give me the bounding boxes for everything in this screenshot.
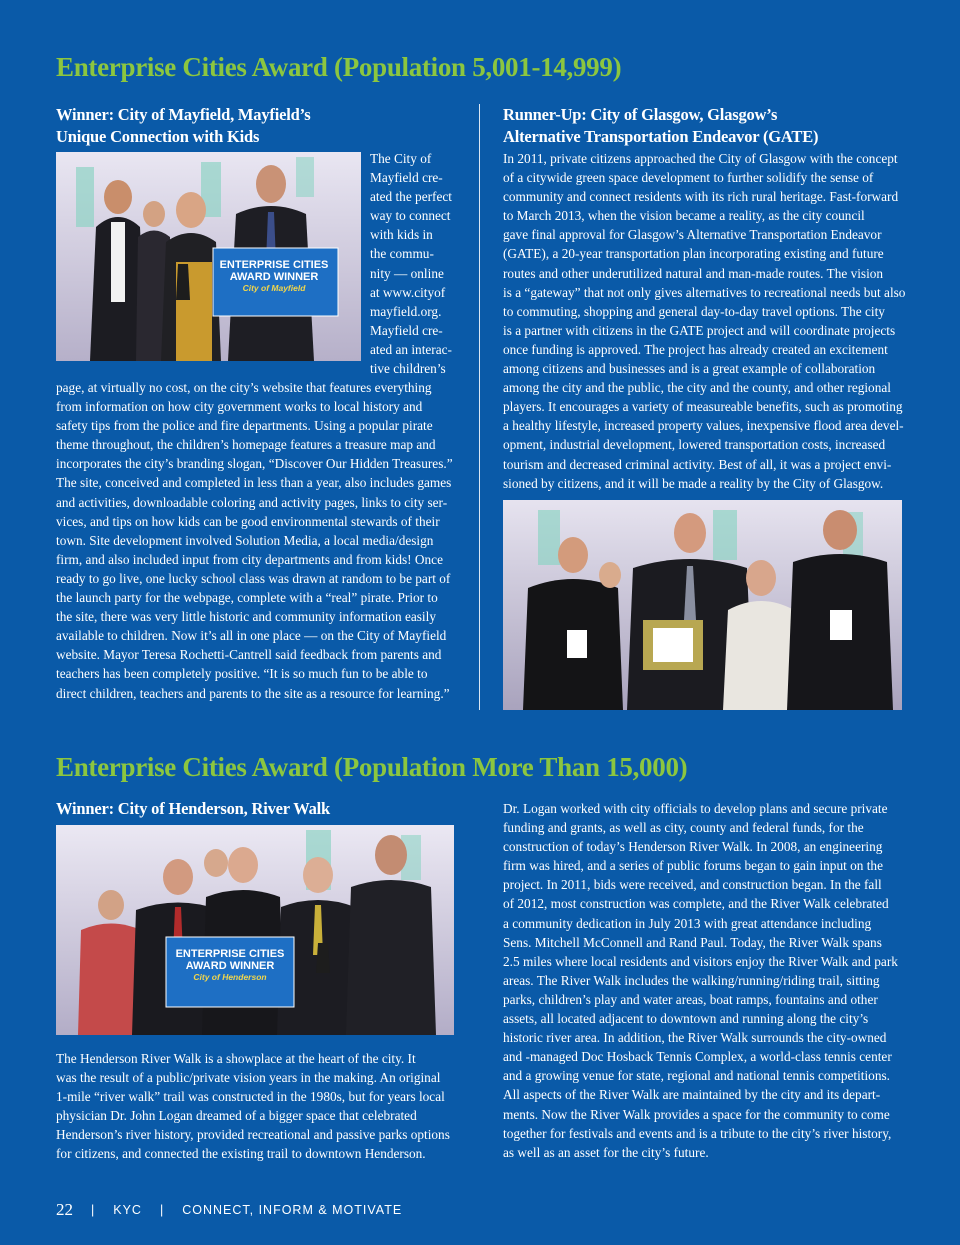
footer-separator: | — [91, 1203, 96, 1217]
glasgow-title — [503, 104, 903, 148]
text-line: parks, children’s play and water areas, boat ramps, fountains and other — [503, 991, 878, 1007]
text-line: historic river area. In addition, the River Walk surrounds the city-owned — [503, 1030, 887, 1046]
mayfield-award-photo — [56, 152, 361, 361]
text-line: page, at virtually no cost, on the city’s website that features everything — [56, 380, 432, 395]
text-line: direct children, teachers and parents to the site as a resource for learning.” — [56, 685, 450, 701]
henderson-sign-line1: ENTERPRISE CITIES — [175, 948, 285, 960]
text-line: website. Mayor Teresa Rochetti-Cantrell said feedback from parents and — [56, 647, 442, 663]
text-line: firm was hired, and a series of public forums began to gain input on the — [503, 858, 883, 874]
text-line: tourism and decreased criminal activity. Best of all, it was a project envi- — [503, 456, 892, 472]
text-line: gave final approval for Glasgow’s Alternative Transportation Endeavor — [503, 227, 882, 243]
text-line: opment, industrial development, lowered transportation costs, increased — [503, 437, 886, 453]
text-line: available to children. Now it’s all in one place — on the City of Mayfield — [56, 628, 447, 644]
glasgow-award-photo — [503, 500, 902, 710]
text-line: construction of today’s Henderson River Walk. In 2008, an engineering — [503, 839, 883, 855]
mayfield-title-line1: Winner: City of Mayfield, Mayfield’s — [56, 105, 311, 124]
text-line: community and connect residents with its rich rural heritage. Fast-forward — [503, 189, 899, 205]
text-line: In 2011, private citizens approached the City of Glasgow with the concept — [503, 151, 898, 166]
henderson-right-text — [503, 799, 908, 1162]
text-line: the commu- — [370, 246, 434, 262]
text-line: and activities, downloadable coloring and activity pages, links to city ser- — [56, 494, 448, 510]
text-line: Dr. Logan worked with city officials to develop plans and secure private — [503, 801, 888, 816]
text-line: ated an interac- — [370, 341, 452, 357]
page-footer — [56, 1200, 402, 1220]
text-line: with kids in — [370, 227, 433, 243]
text-line: of a citywide green space development to further solidify the sense of — [503, 170, 874, 186]
glasgow-title-line1: Runner-Up: City of Glasgow, Glasgow’s — [503, 105, 778, 124]
text-line: from information on how city government works to local history and — [56, 399, 423, 415]
henderson-title: Winner: City of Henderson, River Walk — [56, 799, 331, 818]
text-line: was the result of a public/private vision years in the making. An original — [56, 1070, 441, 1086]
text-line: The site, conceived and completed in less than a year, also includes games — [56, 475, 452, 491]
text-line: The City of — [370, 151, 432, 166]
text-line: to commuting, shopping and general day-to-day travel options. The city — [503, 303, 885, 319]
mayfield-body-text — [56, 378, 466, 703]
text-line: way to connect — [370, 208, 451, 224]
text-line: once funding is approved. The project has already created an excitement — [503, 341, 888, 357]
text-line: players. It encourages a variety of measureable benefits, such as promoting — [503, 399, 903, 415]
text-line: assets, all located adjacent to downtown and running along the city’s — [503, 1011, 869, 1027]
text-line: funding and grants, as well as city, county and federal funds, for the — [503, 820, 864, 836]
text-line: is a partner with citizens in the GATE project and will coordinate projects — [503, 322, 896, 338]
text-line: Mayfield cre- — [370, 322, 443, 338]
text-line: firm, and also included input from city departments and from kids! Once — [56, 551, 443, 567]
text-line: the site, there was very little historic and community information easily — [56, 609, 436, 625]
text-line: theme throughout, the children’s homepage features a treasure map and — [56, 437, 436, 453]
mayfield-sign-line2: AWARD WINNER — [229, 271, 319, 283]
text-line: together for festivals and events and is a tribute to the city’s river history, — [503, 1125, 892, 1141]
text-line: All aspects of the River Walk are maintained by the city and its depart- — [503, 1087, 881, 1103]
text-line: (GATE), a 20-year transportation plan incorporating existing and future — [503, 246, 884, 262]
text-line: ready to go live, one lucky school class was drawn at random to be part of — [56, 570, 451, 586]
text-line: project. In 2011, bids were received, and construction began. In the fall — [503, 877, 882, 893]
text-line: ated the perfect — [370, 189, 452, 205]
text-line: nity — online — [370, 265, 444, 281]
text-line: the launch party for the webpage, complete with a “real” pirate. Prior to — [56, 590, 438, 606]
text-line: Mayfield cre- — [370, 170, 443, 186]
text-line: 1-mile “river walk” trail was constructed in the 1980s, but for years local — [56, 1089, 445, 1105]
text-line: of 2012, most construction was complete, and the River Walk celebrated — [503, 896, 889, 912]
text-line: as well as an asset for the city’s future. — [503, 1144, 709, 1160]
henderson-sign-line2: AWARD WINNER — [185, 960, 275, 972]
publication-tagline: CONNECT, INFORM & MOTIVATE — [182, 1203, 403, 1217]
text-line: ments. Now the River Walk provides a space for the community to come — [503, 1106, 890, 1122]
henderson-left-text — [56, 1049, 466, 1164]
text-line: tive children’s — [370, 361, 446, 377]
text-line: and a growing venue for state, regional and national tennis competitions. — [503, 1068, 890, 1084]
section-heading-large-cities: Enterprise Cities Award (Population More Than 15,000) — [56, 752, 688, 782]
text-line: town. Site development involved Solution Media, a local media/design — [56, 532, 434, 548]
text-line: areas. The River Walk includes the walking/running/riding trail, sitting — [503, 972, 880, 988]
text-line: Henderson’s river history, provided recreational and passive parks options — [56, 1127, 450, 1143]
text-line: a healthy lifestyle, increased property values, inexpensive flood area devel- — [503, 418, 904, 434]
mayfield-sign-line1: ENTERPRISE CITIES — [219, 259, 329, 271]
text-line: at www.cityof — [370, 284, 446, 300]
column-divider — [479, 104, 480, 710]
text-line: mayfield.org. — [370, 303, 442, 319]
text-line: to March 2013, when the vision became a reality, as the city council — [503, 208, 865, 224]
text-line: 2.5 miles where local residents and visitors enjoy the River Walk and park — [503, 953, 898, 969]
henderson-award-photo — [56, 825, 454, 1035]
mayfield-sign-city: City of Mayfield — [242, 283, 306, 293]
publication-name: KYC — [113, 1203, 142, 1217]
text-line: and -managed Doc Hosback Tennis Complex, a world-class tennis center — [503, 1049, 892, 1065]
text-line: vices, and tips on how kids can be good environmental stewards of their — [56, 513, 440, 529]
text-line: safety tips from the police and fire departments. Using a popular pirate — [56, 418, 433, 434]
glasgow-body-text — [503, 149, 908, 493]
text-line: is a “gateway” that not only gives alternatives to recreational needs but also — [503, 284, 906, 300]
text-line: a community dedication in July 2013 with great attendance including — [503, 915, 872, 931]
text-line: among citizens and businesses and is a great example of collaboration — [503, 361, 876, 377]
mayfield-intro-text — [370, 149, 465, 378]
page-number: 22 — [56, 1200, 73, 1219]
text-line: incorporates the city’s branding slogan, “Discover Our Hidden Treasures.” — [56, 456, 453, 472]
text-line: among the city and the public, the city and the county, and other regional — [503, 380, 891, 396]
text-line: physician Dr. John Logan dreamed of a bigger space that celebrated — [56, 1108, 417, 1124]
henderson-sign-city: City of Henderson — [193, 972, 267, 982]
mayfield-title-line2: Unique Connection with Kids — [56, 127, 260, 146]
section-heading-small-cities: Enterprise Cities Award (Population 5,001-14,999) — [56, 52, 622, 82]
footer-separator: | — [159, 1203, 165, 1217]
text-line: sioned by citizens, and it will be made a reality by the City of Glasgow. — [503, 475, 884, 491]
glasgow-title-line2: Alternative Transportation Endeavor (GATE) — [503, 127, 819, 146]
text-line: for citizens, and connected the existing trail to downtown Henderson. — [56, 1146, 426, 1162]
mayfield-title — [56, 104, 456, 148]
text-line: teachers has been completely positive. “It is so much fun to be able to — [56, 666, 428, 682]
text-line: routes and other underutilized natural and man-made routes. The vision — [503, 265, 884, 281]
text-line: Sens. Mitchell McConnell and Rand Paul. Today, the River Walk spans — [503, 934, 882, 950]
text-line: The Henderson River Walk is a showplace at the heart of the city. It — [56, 1051, 416, 1066]
